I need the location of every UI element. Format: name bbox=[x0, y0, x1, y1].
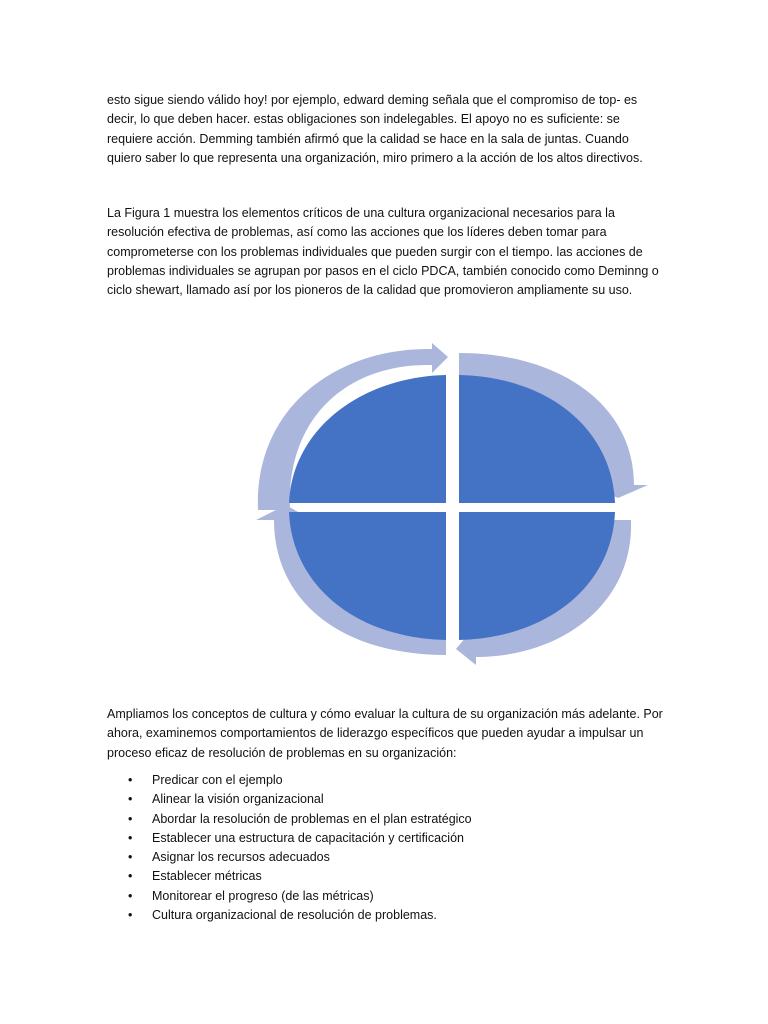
list-item bbox=[107, 790, 667, 809]
bullet-marker: • bbox=[128, 811, 133, 826]
list-item-text: Predicar con el ejemplo bbox=[152, 773, 283, 787]
quadrant-bottom-right bbox=[459, 512, 615, 640]
list-item-text: Asignar los recursos adecuados bbox=[152, 850, 330, 865]
bullet-marker: • bbox=[128, 850, 133, 865]
list-item-text: Establecer una estructura de capacitación y certificación bbox=[152, 830, 464, 845]
list-item bbox=[107, 810, 667, 829]
list-item-text: Cultura organizacional de resolución de problemas. bbox=[152, 908, 437, 923]
quadrant-top-right bbox=[459, 375, 615, 503]
list-item bbox=[107, 829, 667, 848]
bullet-marker: • bbox=[128, 773, 133, 787]
list-item bbox=[107, 848, 667, 867]
list-item bbox=[107, 867, 667, 886]
paragraph-figure-1-description: La Figura 1 muestra los elementos críticos de una cultura organizacional necesarios para la resolución efectiva de problemas, así como las acciones que los líderes deben tomar para comprometerse con los problemas individuales que pueden surgir con el tiempo. las acciones de problemas individuales se agrupan por pasos en el ciclo PDCA, también conocido como Deminng o ciclo shewart, llamado así por los pioneros de la calidad que promovieron ampliamente su uso. bbox=[107, 206, 659, 298]
bullet-marker: • bbox=[128, 888, 133, 903]
list-item-text: Abordar la resolución de problemas en el plan estratégico bbox=[152, 811, 472, 826]
bullet-marker: • bbox=[128, 869, 133, 884]
paragraph-deming-commitment: esto sigue siendo válido hoy! por ejemplo, edward deming señala que el compromiso de top- es decir, lo que deben hacer. estas obligaciones son indelegables. El apoyo no es suficiente: se requiere acción. Demming también afirmó que la calidad se hace en la sala de juntas. Cuando quiero saber lo que representa una organización, miro primero a la acción de los altos directivos. bbox=[107, 93, 643, 165]
bullet-marker: • bbox=[128, 830, 133, 845]
list-item bbox=[107, 887, 667, 906]
bullet-marker: • bbox=[128, 908, 133, 923]
list-item bbox=[107, 906, 667, 925]
quadrant-bottom-left bbox=[289, 512, 446, 640]
paragraph-leadership-behaviors: Ampliamos los conceptos de cultura y cómo evaluar la cultura de su organización más adelante. Por ahora, examinemos comportamientos de liderazgo específicos que pueden ayudar a impulsar un proceso eficaz de resolución de problemas en su organización: bbox=[107, 707, 663, 760]
list-item bbox=[107, 771, 667, 790]
list-item-text: Monitorear el progreso (de las métricas) bbox=[152, 888, 374, 903]
list-item-text: Establecer métricas bbox=[152, 869, 262, 884]
list-item-text: Alinear la visión organizacional bbox=[152, 792, 324, 807]
leadership-behaviors-list bbox=[107, 771, 667, 925]
pdca-cycle-diagram bbox=[250, 335, 650, 665]
bullet-marker: • bbox=[128, 792, 133, 807]
